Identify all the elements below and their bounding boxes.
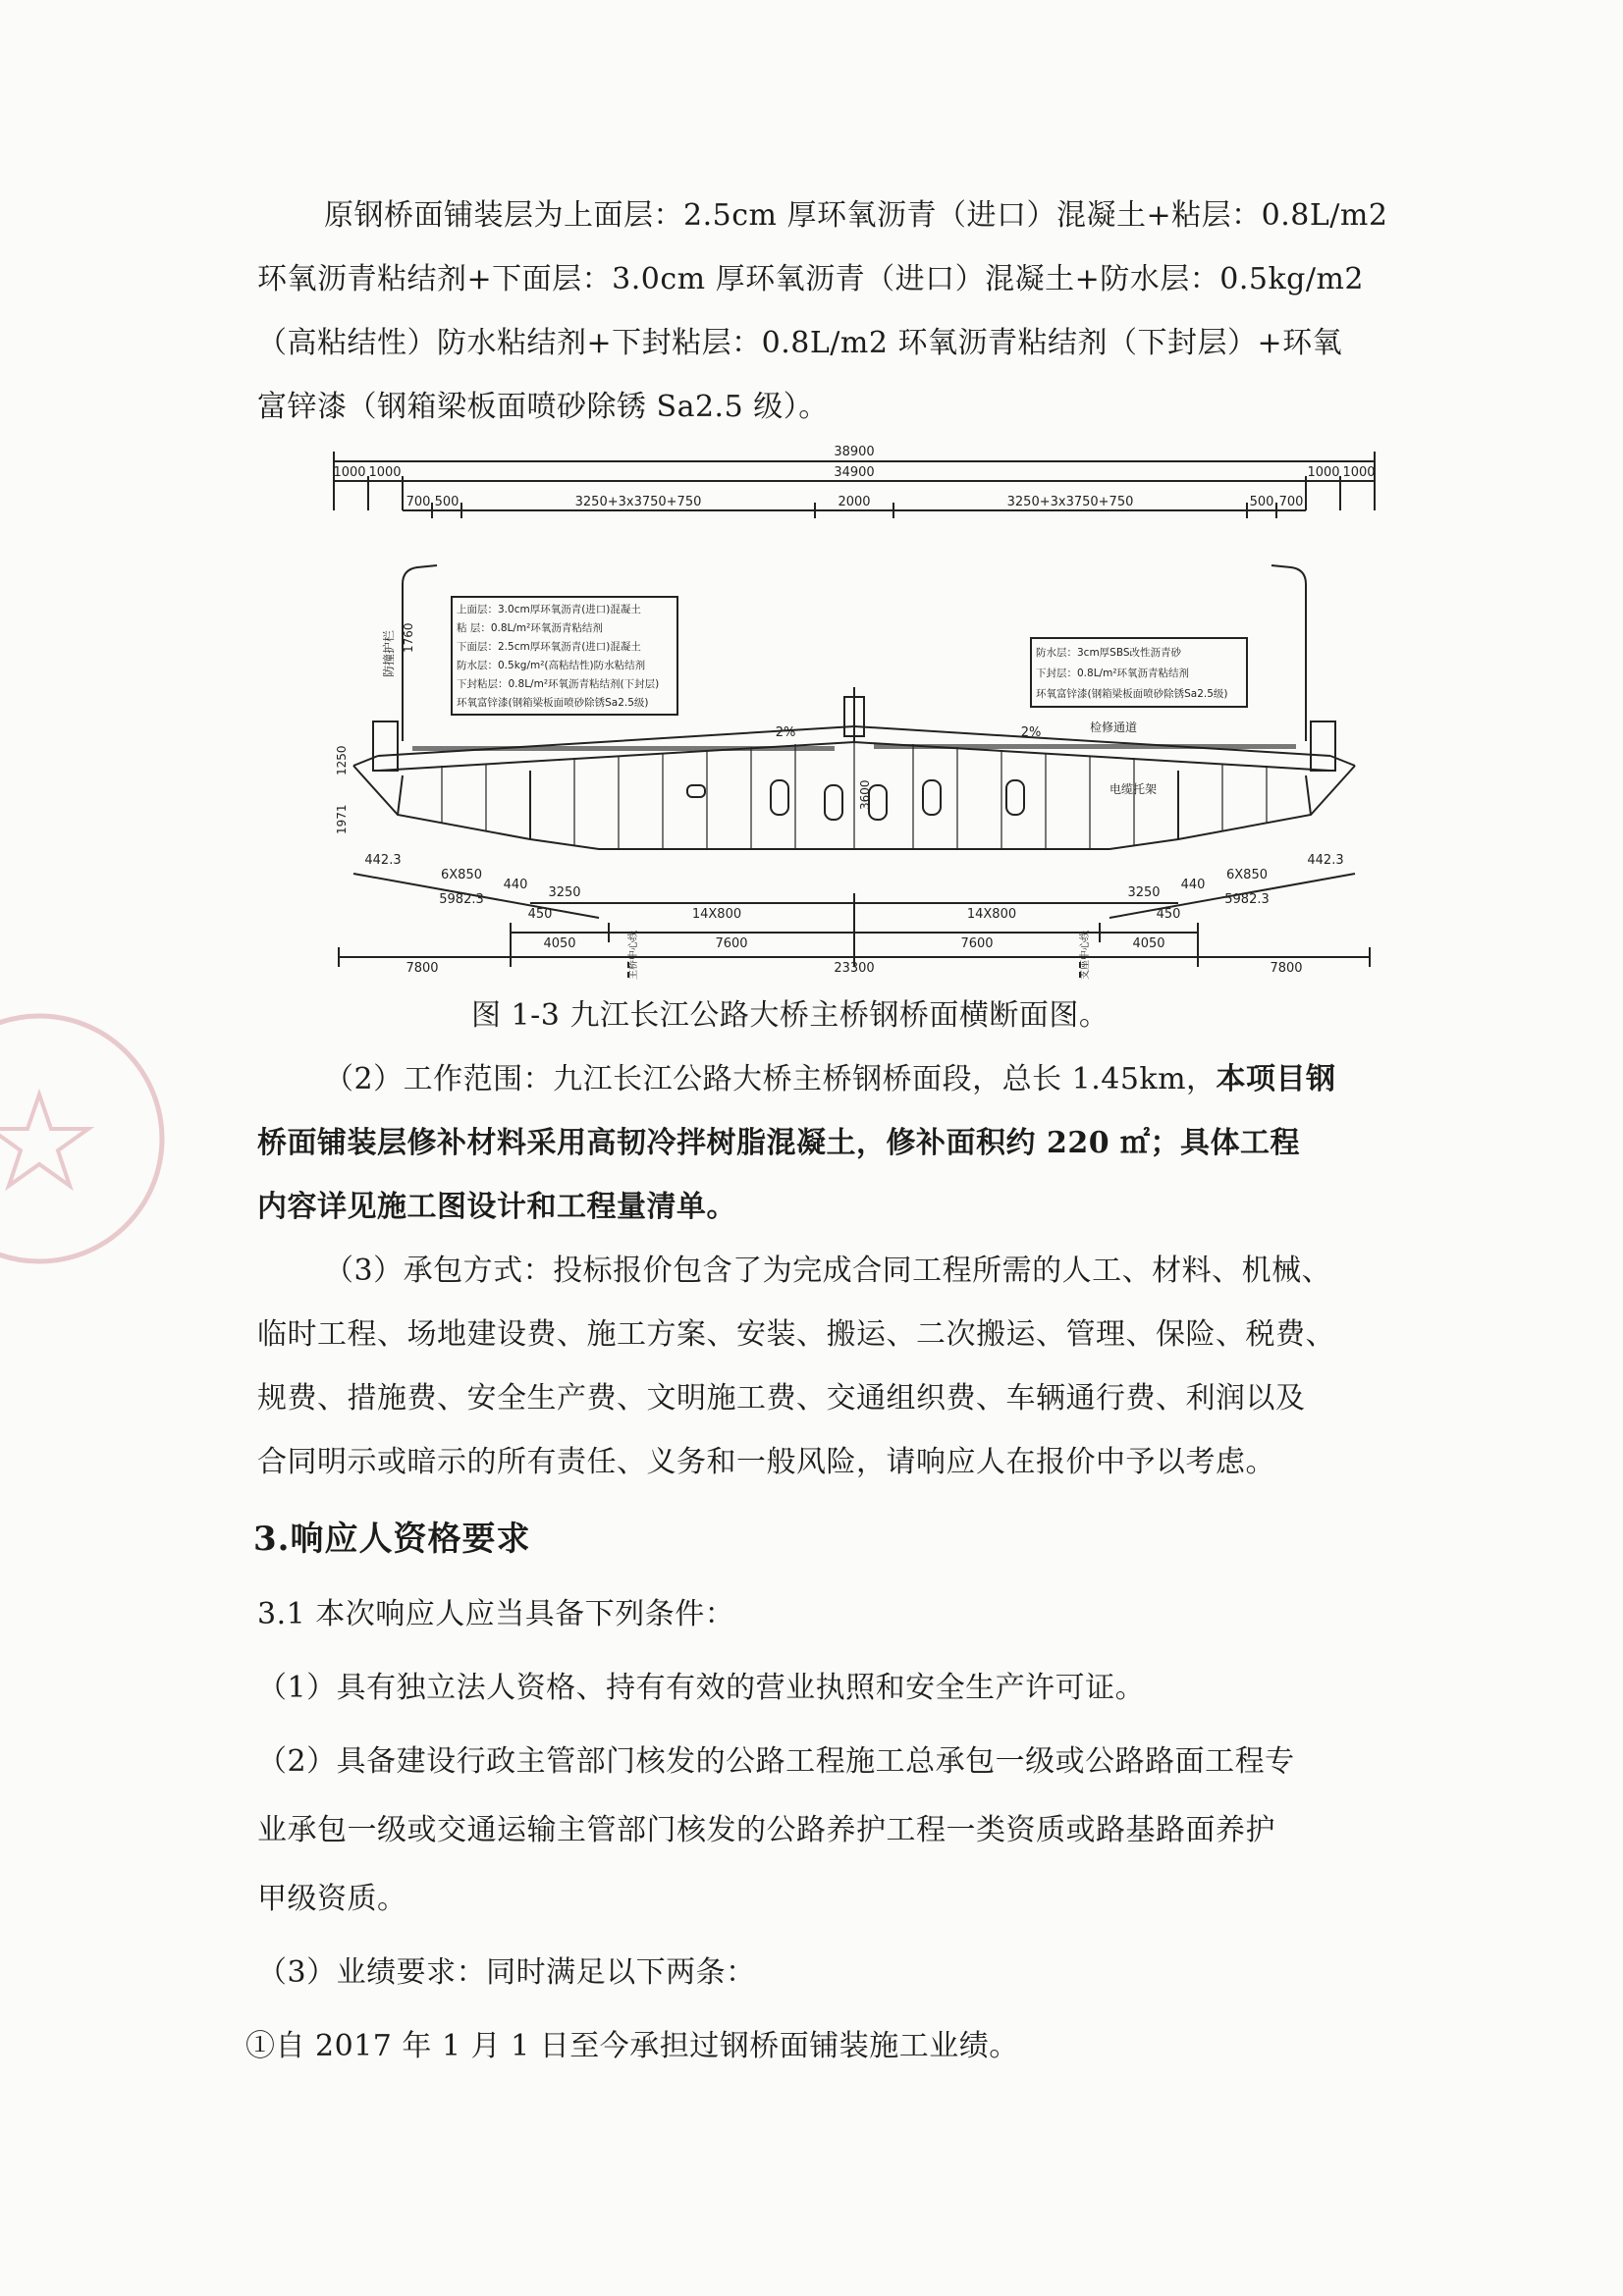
dim-h-3600: 3600 — [858, 779, 872, 810]
para2-line-2: 桥面铺装层修补材料采用高韧冷拌树脂混凝土，修补面积约 220 ㎡；具体工程 — [257, 1126, 1301, 1160]
dim-left-1000a: 1000 — [333, 465, 366, 480]
dim-median: 2000 — [838, 495, 871, 509]
dim-h-1250: 1250 — [335, 745, 349, 775]
para3-line-1: （3）承包方式：投标报价包含了为完成合同工程所需的人工、材料、机械、 — [324, 1254, 1332, 1288]
slope-right: 2% — [1020, 725, 1042, 740]
legend-left-6: 环氧富锌漆(钢箱梁板面喷砂除锈Sa2.5级) — [457, 697, 649, 709]
label-left-rail: 防撞护栏 — [382, 629, 396, 677]
para3-line-4: 合同明示或暗示的所有责任、义务和一般风险，请响应人在报价中予以考虑。 — [257, 1445, 1275, 1479]
dim-left-7600: 7600 — [715, 936, 748, 951]
dim-right-1000b: 1000 — [1342, 465, 1376, 480]
dim-right-14x800: 14X800 — [966, 907, 1017, 922]
dim-right-lanes: 3250+3x3750+750 — [1006, 495, 1134, 509]
para1-line-4: 富锌漆（钢箱梁板面喷砂除锈 Sa2.5 级）。 — [257, 390, 829, 424]
section3-heading: 3.响应人资格要求 — [253, 1520, 531, 1559]
dim-right-3250: 3250 — [1127, 885, 1161, 900]
legend-right-3: 环氧富锌漆(钢箱梁板面喷砂除锈Sa2.5级) — [1036, 688, 1228, 700]
section3-line-2: （1）具有独立法人资格、持有有效的营业执照和安全生产许可证。 — [257, 1671, 1146, 1705]
section3-line-5: 甲级资质。 — [257, 1882, 407, 1916]
dim-h-1971: 1971 — [335, 804, 349, 834]
label-axis-left: 主桥中心线 — [628, 931, 639, 980]
dim-right-1000a: 1000 — [1307, 465, 1340, 480]
para1-line-1: 原钢桥面铺装层为上面层：2.5cm 厚环氧沥青（进口）混凝土+粘层：0.8L/m2 — [324, 198, 1388, 233]
section3-line-4: 业承包一级或交通运输主管部门核发的公路养护工程一类资质或路基路面养护 — [257, 1813, 1275, 1847]
legend-right-1: 防水层：3cm厚SBS改性沥青砂 — [1036, 647, 1182, 659]
label-right-cable: 电缆托架 — [1109, 782, 1158, 796]
legend-left-1: 上面层：3.0cm厚环氧沥青(进口)混凝土 — [457, 604, 641, 615]
legend-left-5: 下封粘层：0.8L/m²环氧沥青粘结剂(下封层) — [457, 678, 660, 690]
dim-left-6x850: 6X850 — [441, 868, 482, 882]
section3-line-1: 3.1 本次响应人应当具备下列条件： — [257, 1597, 735, 1631]
dim-center-23300: 23300 — [834, 961, 875, 976]
dim-right-7600: 7600 — [960, 936, 994, 951]
bridge-cross-section-drawing — [324, 432, 1384, 982]
slope-left: 2% — [775, 725, 796, 740]
dim-left-7800: 7800 — [406, 961, 439, 976]
figure-caption: 图 1-3 九江长江公路大桥主桥钢桥面横断面图。 — [471, 998, 1109, 1033]
dim-deck: 34900 — [834, 465, 875, 480]
dim-right-450: 450 — [1156, 907, 1181, 922]
dim-left-440: 440 — [503, 878, 528, 892]
dim-right-700: 700 — [1278, 495, 1304, 509]
dim-left-450: 450 — [527, 907, 553, 922]
para2-line-1-normal: （2）工作范围：九江长江公路大桥主桥钢桥面段，总长 1.45km， — [324, 1062, 1217, 1096]
dim-left-1000b: 1000 — [368, 465, 402, 480]
dim-right-7800: 7800 — [1270, 961, 1303, 976]
para3-line-2: 临时工程、场地建设费、施工方案、安装、搬运、二次搬运、管理、保险、税费、 — [257, 1317, 1335, 1352]
dim-left-5982: 5982.3 — [439, 892, 484, 907]
dim-right-500: 500 — [1249, 495, 1274, 509]
dim-right-4050: 4050 — [1132, 936, 1165, 951]
official-seal — [0, 991, 236, 1286]
dim-right-5982: 5982.3 — [1224, 892, 1270, 907]
dim-left-4050: 4050 — [543, 936, 576, 951]
para2-line-1 — [324, 1060, 1336, 1099]
section3-line-3: （2）具备建设行政主管部门核发的公路工程施工总承包一级或公路路面工程专 — [257, 1744, 1295, 1779]
legend-left-2: 粘 层：0.8L/m²环氧沥青粘结剂 — [457, 622, 603, 634]
para3-line-3: 规费、措施费、安全生产费、文明施工费、交通组织费、车辆通行费、利润以及 — [257, 1381, 1306, 1415]
dim-left-14x800: 14X800 — [691, 907, 742, 922]
para1-line-2: 环氧沥青粘结剂+下面层：3.0cm 厚环氧沥青（进口）混凝土+防水层：0.5kg/m2 — [257, 262, 1365, 296]
dim-left-lanes: 3250+3x3750+750 — [574, 495, 702, 509]
section3-line-6: （3）业绩要求：同时满足以下两条： — [257, 1955, 756, 1990]
dim-left-442: 442.3 — [364, 853, 402, 868]
legend-right-2: 下封层：0.8L/m²环氧沥青粘结剂 — [1036, 667, 1190, 679]
dim-right-440: 440 — [1180, 878, 1206, 892]
para1-line-3: （高粘结性）防水粘结剂+下封粘层：0.8L/m2 环氧沥青粘结剂（下封层）+环氧 — [257, 326, 1343, 360]
dim-h-1760: 1760 — [402, 622, 415, 653]
legend-left-4: 防水层：0.5kg/m²(高粘结性)防水粘结剂 — [457, 660, 646, 671]
dim-left-500: 500 — [434, 495, 460, 509]
dim-left-3250: 3250 — [548, 885, 581, 900]
para2-line-1-bold: 本项目钢 — [1216, 1062, 1336, 1096]
dim-right-6x850: 6X850 — [1226, 868, 1268, 882]
label-axis-right: 支座中心线 — [1080, 931, 1091, 980]
section3-line-7: ①自 2017 年 1 月 1 日至今承担过钢桥面铺装施工业绩。 — [245, 2029, 1019, 2063]
legend-left-3: 下面层：2.5cm厚环氧沥青(进口)混凝土 — [457, 641, 641, 653]
dim-left-700: 700 — [406, 495, 431, 509]
para2-line-3: 内容详见施工图设计和工程量清单。 — [257, 1190, 736, 1224]
label-right-rail: 检修通道 — [1090, 721, 1138, 734]
dim-total: 38900 — [834, 445, 875, 459]
dim-right-442: 442.3 — [1307, 853, 1344, 868]
